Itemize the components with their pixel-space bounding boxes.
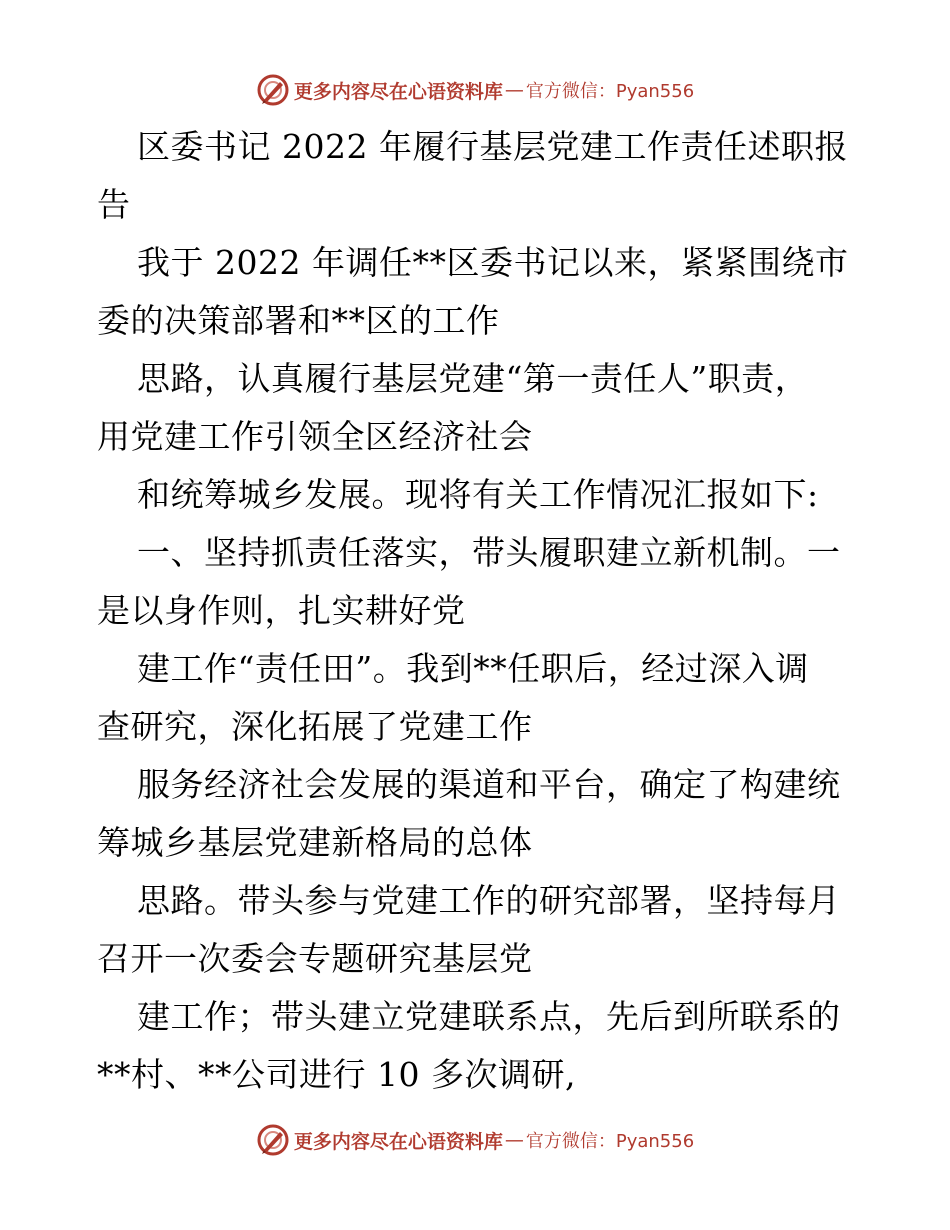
- watermark-contact: 官方微信：Pyan556: [525, 1131, 695, 1152]
- text-line: 区委书记 2022 年履行基层党建工作责任述职报: [137, 127, 848, 166]
- text-line: 建工作“责任田”。我到**任职后，经过深入调: [137, 649, 809, 688]
- text-line: 用党建工作引领全区经济社会: [97, 417, 533, 456]
- text-line: 筹城乡基层党建新格局的总体: [97, 823, 533, 862]
- text-line: 查研究，深化拓展了党建工作: [97, 707, 533, 746]
- pen-logo-icon: [256, 1123, 290, 1157]
- watermark-separator: —: [504, 1129, 524, 1151]
- text-line: 是以身作则，扎实耕好党: [97, 591, 466, 630]
- watermark-banner-top: [0, 70, 950, 110]
- text-line: 一、坚持抓责任落实，带头履职建立新机制。一: [137, 533, 841, 572]
- watermark-slogan: 更多内容尽在心语资料库: [293, 1130, 503, 1153]
- text-line: 建工作；带头建立党建联系点，先后到所联系的: [137, 997, 841, 1036]
- text-line: 告: [97, 185, 131, 224]
- text-line: 思路，认真履行基层党建“第一责任人”职责，: [137, 359, 809, 398]
- watermark-banner-bottom: [0, 1120, 950, 1160]
- document-body: [97, 118, 857, 1104]
- pen-logo-icon: [256, 73, 290, 107]
- watermark-slogan: 更多内容尽在心语资料库: [293, 80, 503, 103]
- text-line: 委的决策部署和**区的工作: [97, 301, 500, 340]
- text-line: 召开一次委会专题研究基层党: [97, 939, 533, 978]
- text-line: 我于 2022 年调任**区委书记以来，紧紧围绕市: [137, 243, 849, 282]
- text-line: 服务经济社会发展的渠道和平台，确定了构建统: [137, 765, 841, 804]
- text-line: 和统筹城乡发展。现将有关工作情况汇报如下:: [137, 475, 819, 514]
- watermark-separator: —: [504, 79, 524, 101]
- watermark-contact: 官方微信：Pyan556: [525, 81, 695, 102]
- text-line: 思路。带头参与党建工作的研究部署，坚持每月: [137, 881, 841, 920]
- text-line: **村、**公司进行 10 多次调研,: [97, 1055, 576, 1094]
